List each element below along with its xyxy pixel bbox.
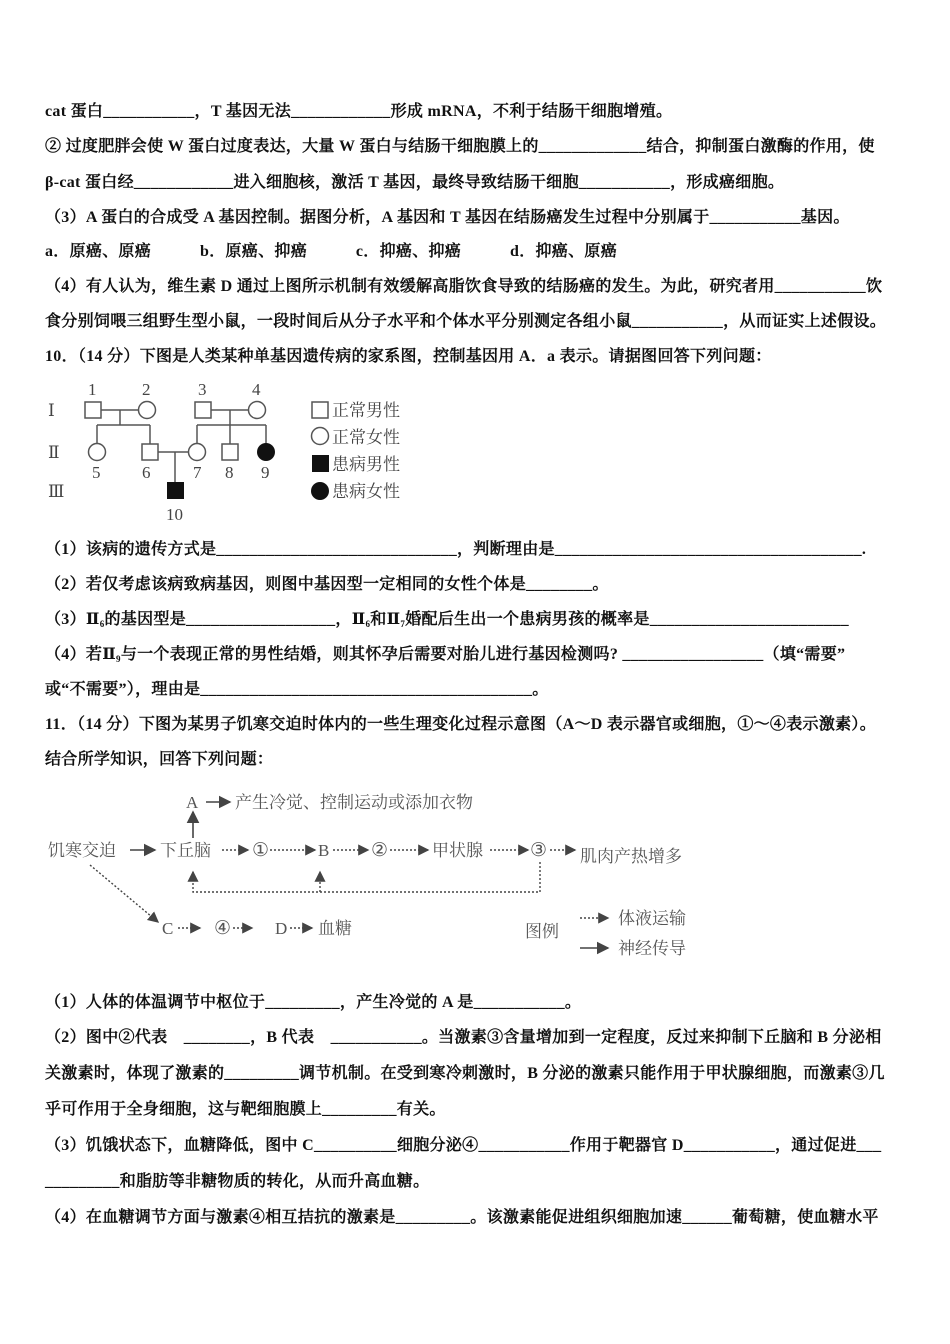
text-segment: 结合所学知识，回答下列问题： [45, 751, 274, 768]
generation-label: Ⅱ [48, 443, 60, 462]
muscle-heat-text: 肌肉产热增多 [580, 847, 682, 866]
individual-number: 3 [198, 380, 207, 399]
thyroid-text: 甲状腺 [432, 841, 483, 860]
text-segment: 和Ⅱ [370, 611, 401, 628]
text-line [45, 102, 672, 122]
text-segment: 11．（14 分）下图为某男子饥寒交迫时体内的一些生理变化过程示意图（A～D 表示器官或细胞，①～④表示激素）。 [45, 716, 877, 733]
legend-normal-male-icon [312, 402, 328, 418]
hormone-2: ② [371, 840, 389, 861]
text-segment: （3）Ⅱ [45, 611, 100, 628]
node-C: C [162, 919, 174, 938]
text-line [45, 312, 886, 332]
generation-label: Ⅰ [48, 401, 55, 420]
text-segment: β-cat 蛋白经____________进入细胞核，激活 T 基因，最终导致结肠干细胞___________，形成癌细胞。 [45, 174, 785, 191]
text-segment: （1）人体的体温调节中枢位于_________，产生冷觉的 A 是___________。 [45, 994, 582, 1011]
text-segment: 乎可作用于全身细胞，这与靶细胞膜上_________有关。 [45, 1101, 446, 1118]
individual-3-normal-male [195, 402, 211, 418]
text-line [45, 750, 273, 770]
individual-4-normal-female [249, 402, 266, 419]
generation-label: Ⅲ [48, 482, 65, 501]
text-line [45, 242, 617, 262]
text-segment: 与一个表现正常的男性结婚，则其怀孕后需要对胎儿进行基因检测吗? _________________（填“需要” [120, 646, 846, 663]
text-line [45, 347, 772, 367]
subscript: 6 [365, 619, 371, 629]
subscript: 9 [116, 654, 121, 664]
node-B: B [318, 841, 330, 860]
text-line [45, 277, 882, 297]
individual-6-normal-male [142, 444, 158, 460]
text-line [45, 715, 876, 735]
legend-label: 患病男性 [332, 455, 400, 474]
hormone-1: ① [252, 840, 270, 861]
text-line [45, 1136, 881, 1156]
individual-number: 10 [166, 505, 183, 524]
individual-10-affected-male [167, 482, 184, 499]
node-D: D [275, 919, 288, 938]
text-line [45, 137, 875, 157]
text-segment: （1）该病的遗传方式是_____________________________，判断理由是_____________________________________. [45, 541, 867, 558]
individual-number: 2 [142, 380, 151, 399]
subscript: 6 [99, 619, 105, 629]
A-effect-text: 产生冷觉、控制运动或添加衣物 [235, 793, 473, 812]
text-line [45, 1064, 885, 1084]
legend-affected-male-icon [312, 455, 329, 472]
legend-humoral-label: 体液运输 [618, 909, 686, 928]
text-segment: （4）若Ⅱ [45, 646, 116, 663]
text-line [45, 1208, 879, 1228]
text-line [45, 540, 866, 560]
text-line [45, 208, 850, 228]
text-segment: （2）若仅考虑该病致病基因，则图中基因型一定相同的女性个体是________。 [45, 576, 609, 593]
text-segment: a．原癌、原癌 b．原癌、抑癌 c．抑癌、抑癌 d．抑癌、原癌 [45, 243, 617, 260]
individual-number: 6 [142, 463, 151, 482]
legend-label: 正常女性 [332, 428, 400, 447]
individual-number: 1 [88, 380, 97, 399]
text-line [45, 1028, 882, 1048]
stimulus-text: 饥寒交迫 [48, 841, 116, 860]
feedback-arrow [193, 862, 540, 892]
text-segment: 的基因型是__________________，Ⅱ [104, 611, 366, 628]
individual-number: 7 [193, 463, 202, 482]
legend-neural-label: 神经传导 [618, 939, 686, 958]
hormone-4: ④ [214, 918, 232, 939]
text-segment: （3）A 蛋白的合成受 A 基因控制。据图分析，A 基因和 T 基因在结肠癌发生过程中分别属于___________基因。 [45, 209, 850, 226]
legend-label: 正常男性 [332, 401, 400, 420]
text-segment: 或“不需要”），理由是________________________________________。 [45, 681, 549, 698]
individual-5-normal-female [89, 444, 106, 461]
text-line [45, 680, 549, 700]
text-segment: 10．（14 分）下图是人类某种单基因遗传病的家系图，控制基因用 A．a 表示。请据图回答下列问题： [45, 348, 772, 365]
individual-1-normal-male [85, 402, 101, 418]
text-segment: （4）在血糖调节方面与激素④相互拮抗的激素是_________。该激素能促进组织细胞加速______葡萄糖，使血糖水平 [45, 1209, 879, 1226]
hormone-3: ③ [530, 840, 548, 861]
text-segment: （2）图中②代表 ________，B 代表 ___________。当激素③含量增加到一定程度，反过来抑制下丘脑和 B 分泌相 [45, 1029, 882, 1046]
legend-title: 图例 [525, 922, 559, 941]
text-line [45, 645, 845, 669]
subscript: 7 [400, 619, 406, 629]
text-line [45, 1172, 429, 1192]
text-line [45, 575, 609, 595]
individual-number: 9 [261, 463, 270, 482]
text-line [45, 1100, 446, 1120]
legend-normal-female-icon [312, 428, 329, 445]
text-segment: ② 过度肥胖会使 W 蛋白过度表达，大量 W 蛋白与结肠干细胞膜上的_____________结合，抑制蛋白激酶的作用，使 [45, 138, 875, 155]
humoral-arrow [90, 865, 158, 922]
individual-2-normal-female [139, 402, 156, 419]
individual-number: 8 [225, 463, 234, 482]
text-segment: 关激素时，体现了激素的_________调节机制。在受到寒冷刺激时，B 分泌的激素只能作用于甲状腺细胞，而激素③几 [45, 1065, 885, 1082]
individual-number: 4 [252, 380, 261, 399]
individual-9-affected-female [257, 443, 275, 461]
text-segment: cat 蛋白___________，T 基因无法____________形成 mRNA，不利于结肠干细胞增殖。 [45, 103, 673, 120]
text-line [45, 610, 849, 634]
text-segment: 婚配后生出一个患病男孩的概率是________________________ [405, 611, 849, 628]
text-segment: （3）饥饿状态下，血糖降低，图中 C__________细胞分泌④___________作用于靶器官 D___________，通过促进___ [45, 1137, 882, 1154]
regulation-flow-diagram [40, 780, 720, 970]
blood-glucose-text: 血糖 [318, 919, 352, 938]
text-segment: 食分别饲喂三组野生型小鼠，一段时间后从分子水平和个体水平分别测定各组小鼠___________，从而证实上述假设。 [45, 313, 887, 330]
text-segment: _________和脂肪等非糖物质的转化，从而升高血糖。 [45, 1173, 430, 1190]
hypothalamus-text: 下丘脑 [160, 841, 211, 860]
legend-label: 患病女性 [332, 482, 400, 501]
individual-7-normal-female [189, 444, 206, 461]
individual-8-normal-male [222, 444, 238, 460]
text-segment: （4）有人认为，维生素 D 通过上图所示机制有效缓解高脂饮食导致的结肠癌的发生。为此，研究者用___________饮 [45, 278, 883, 295]
text-line [45, 173, 784, 193]
pedigree-chart [40, 370, 440, 530]
individual-number: 5 [92, 463, 101, 482]
node-A: A [186, 793, 199, 812]
legend-affected-female-icon [311, 482, 329, 500]
text-line [45, 993, 581, 1013]
